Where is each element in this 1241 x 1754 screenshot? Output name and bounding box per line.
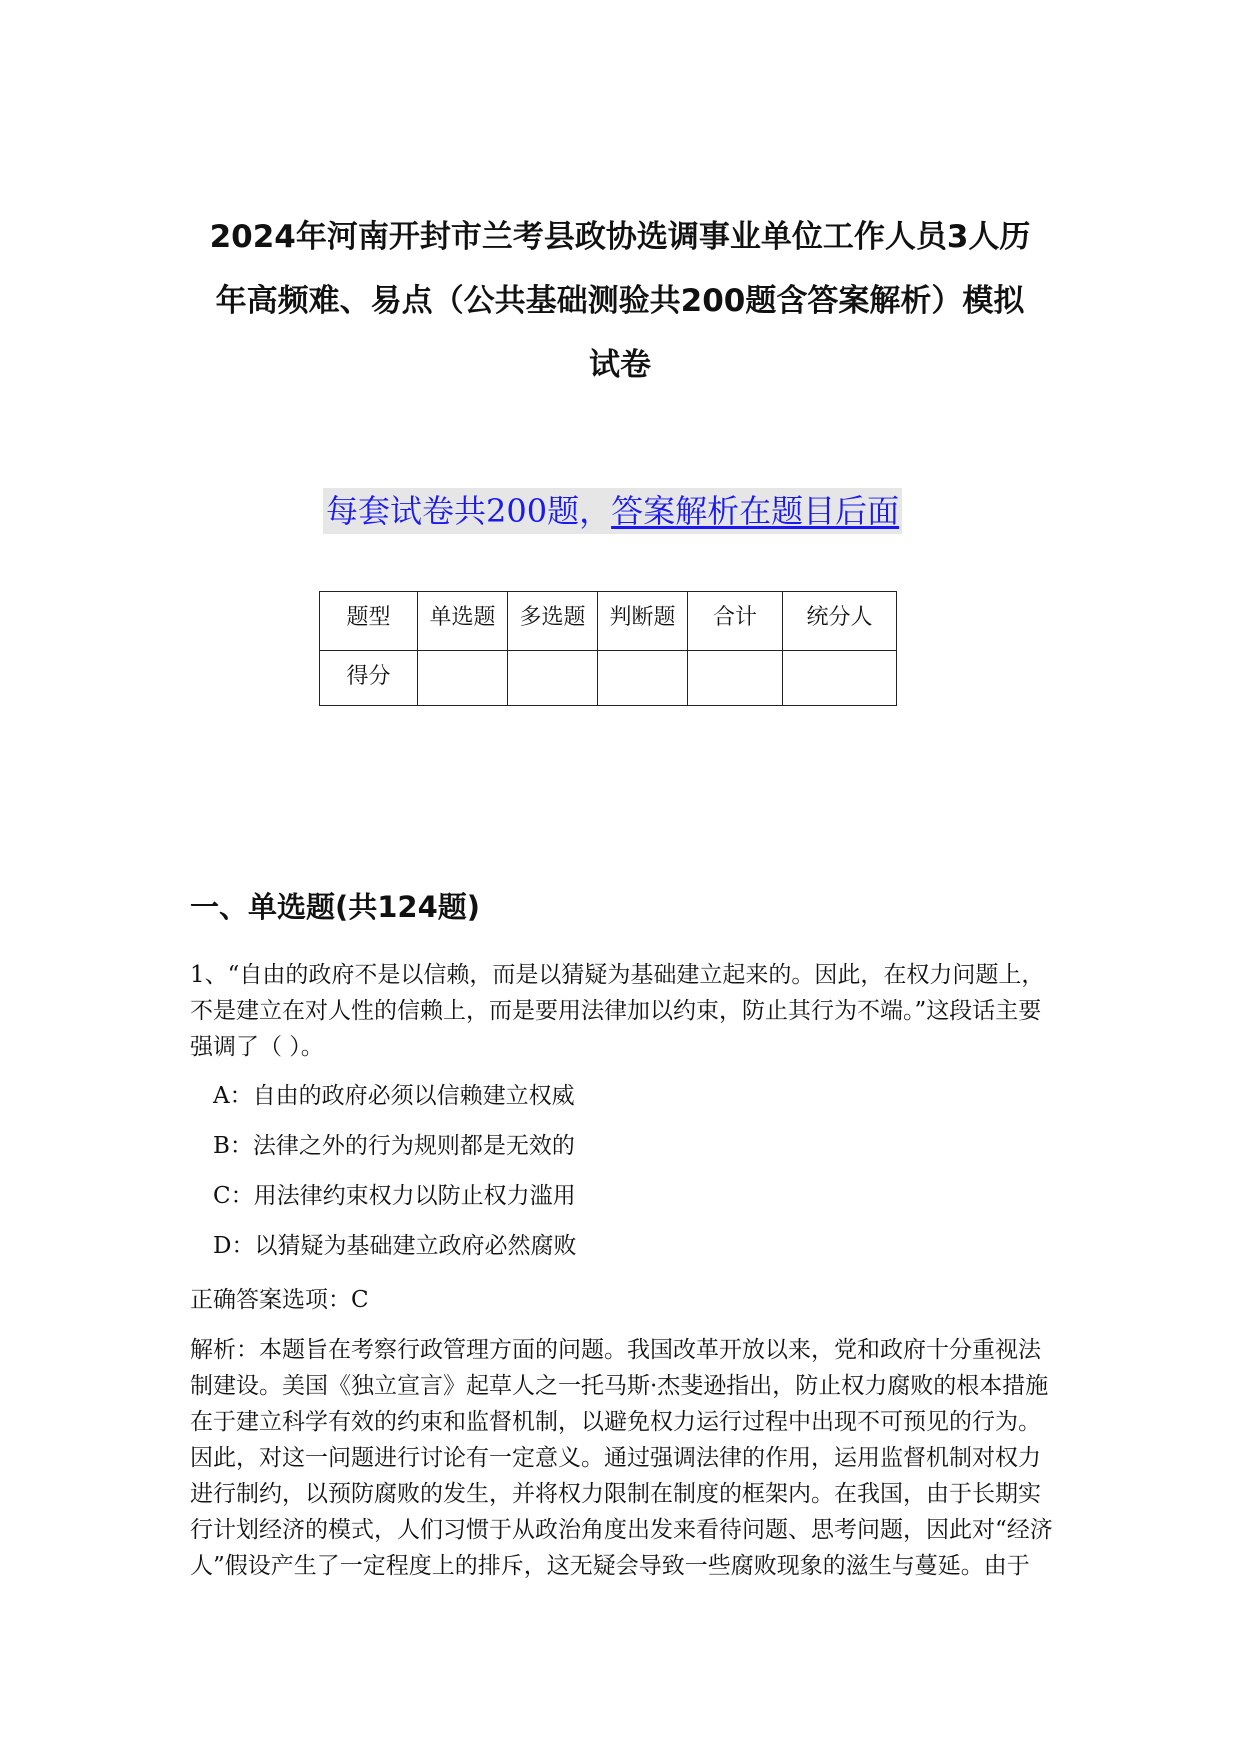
header-cell-total: 合计 — [688, 592, 783, 651]
score-cell-scorer[interactable] — [783, 651, 897, 706]
answer-analysis: 解析：本题旨在考察行政管理方面的问题。我国改革开放以来，党和政府十分重视法制建设。美国《独立宣言》起草人之一托马斯·杰斐逊指出，防止权力腐败的根本措施在于建立科学有效的约束和监督机制，以避免权力运行过程中出现不可预见的行为。因此，对这一问题进行讨论有一定意义。通过强调法律的作用，运用监督机制对权力进行制约，以预防腐败的发生，并将权力限制在制度的框架内。在我国，由于长期实行计划经济的模式，人们习惯于从政治角度出发来看待问题、思考问题，因此对“经济人”假设产生了一定程度上的排斥，这无疑会导致一些腐败现象的滋生与蔓延。由于 — [190, 1337, 1053, 1579]
correct-answer: 正确答案选项：C — [190, 1287, 369, 1313]
section-heading: 一、单选题(共124题) — [190, 890, 481, 924]
header-cell-scorer: 统分人 — [783, 592, 897, 651]
banner-text: 每套试卷共200题， — [326, 492, 612, 530]
header-cell-type: 题型 — [320, 592, 418, 651]
title-line-3: 试卷 — [589, 347, 651, 383]
header-cell-single: 单选题 — [418, 592, 508, 651]
document-title — [150, 205, 1090, 397]
header-cell-multiple: 多选题 — [508, 592, 598, 651]
option-c: C：用法律约束权力以防止权力滥用 — [213, 1183, 576, 1209]
score-cell-single[interactable] — [418, 651, 508, 706]
question-text: 1、“自由的政府不是以信赖，而是以猜疑为基础建立起来的。因此，在权力问题上，不是建立在对人性的信赖上，而是要用法律加以约束，防止其行为不端。”这段话主要强调了（ ）。 — [190, 962, 1045, 1060]
option-d: D：以猜疑为基础建立政府必然腐败 — [213, 1233, 577, 1259]
score-cell-judgement[interactable] — [598, 651, 688, 706]
header-cell-judgement: 判断题 — [598, 592, 688, 651]
score-cell-multiple[interactable] — [508, 651, 598, 706]
notice-banner — [323, 488, 902, 534]
score-table-header-row — [320, 592, 897, 651]
score-table — [319, 591, 897, 706]
score-table-score-row — [320, 651, 897, 706]
title-line-2: 年高频难、易点（公共基础测验共200题含答案解析）模拟 — [215, 283, 1025, 319]
banner-link[interactable]: 答案解析在题目后面 — [611, 492, 900, 530]
title-line-1: 2024年河南开封市兰考县政协选调事业单位工作人员3人历 — [209, 219, 1031, 255]
score-row-label: 得分 — [320, 651, 418, 706]
option-b: B：法律之外的行为规则都是无效的 — [213, 1133, 575, 1159]
option-a: A：自由的政府必须以信赖建立权威 — [213, 1083, 575, 1109]
score-cell-total[interactable] — [688, 651, 783, 706]
